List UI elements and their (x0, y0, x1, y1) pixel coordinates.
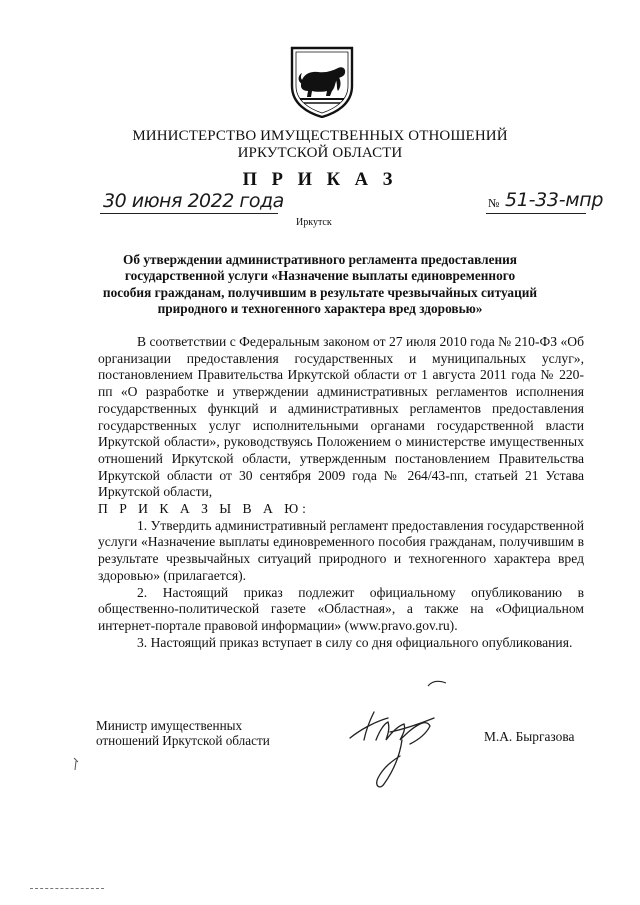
preamble-paragraph: В соответствии с Федеральным законом от 27 июля 2010 года № 210-ФЗ «Об организации предоставления государственных и муниципальных услуг», постановлением Правительства Иркутской области от 1 августа 2011 года № 220-пп «О разработке и утверждении административных регламентов исполнения государственных функций и административных регламентов предоставления государственных услуг исполнительными органами государственной власти Иркутской области», руководствуясь Положением о министерстве имущественных отношений Иркутской области, утвержденным постановлением Правительства Иркутской области от 30 сентября 2009 года № 264/43-пп, статьей 21 Устава Иркутской области, (98, 334, 584, 500)
check-mark-icon (426, 678, 448, 688)
order-number-prefix: № (488, 196, 500, 210)
margin-mark (72, 756, 80, 772)
subject-line3: пособия гражданам, получившим в результате чрезвычайных ситуаций (102, 284, 538, 300)
order-date: 30 июня 2022 года (103, 190, 284, 212)
ministry-name-line2: ИРКУТСКОЙ ОБЛАСТИ (237, 145, 403, 161)
item-3-paragraph: 3. Настоящий приказ вступает в силу со дня официального опубликования. (137, 634, 573, 650)
signature-image (344, 700, 442, 790)
order-body (98, 334, 584, 651)
signatory-position (96, 719, 270, 748)
ministry-header (100, 128, 540, 162)
position-line2: отношений Иркутской области (96, 732, 270, 748)
coat-of-arms-icon (288, 46, 356, 118)
order-title: П Р И К А З (242, 170, 398, 190)
city: Иркутск (296, 217, 332, 228)
ministry-name-line1: МИНИСТЕРСТВО ИМУЩЕСТВЕННЫХ ОТНОШЕНИЙ (132, 128, 508, 144)
order-number: 51-33-мпр (505, 189, 604, 211)
number-underline (486, 213, 586, 214)
item-2-paragraph: 2. Настоящий приказ подлежит официальному опубликованию в общественно-политической газете «Областная», а также на «Официальном интернет-портале правовой информации» (www.pravo.gov.ru). (98, 584, 584, 633)
footer-line (30, 888, 104, 889)
date-underline (100, 213, 278, 214)
subject-line4: природного и техногенного характера вред здоровью» (157, 300, 483, 316)
item-1-paragraph: 1. Утвердить административный регламент предоставления государственной услуги «Назначение выплаты единовременного пособия гражданам, получившим в результате чрезвычайных ситуаций природного и техногенного характера вред здоровью» (прилагается). (98, 517, 584, 583)
subject-line2: государственной услуги «Назначение выплаты единовременного (124, 268, 516, 284)
subject-line1: Об утверждении административного регламента предоставления (123, 252, 517, 267)
position-line1: Министр имущественных (96, 718, 243, 733)
order-directive-word: П Р И К А З Ы В А Ю: (98, 501, 310, 517)
order-subject (100, 252, 540, 317)
signatory-name: М.А. Быргазова (484, 729, 575, 744)
